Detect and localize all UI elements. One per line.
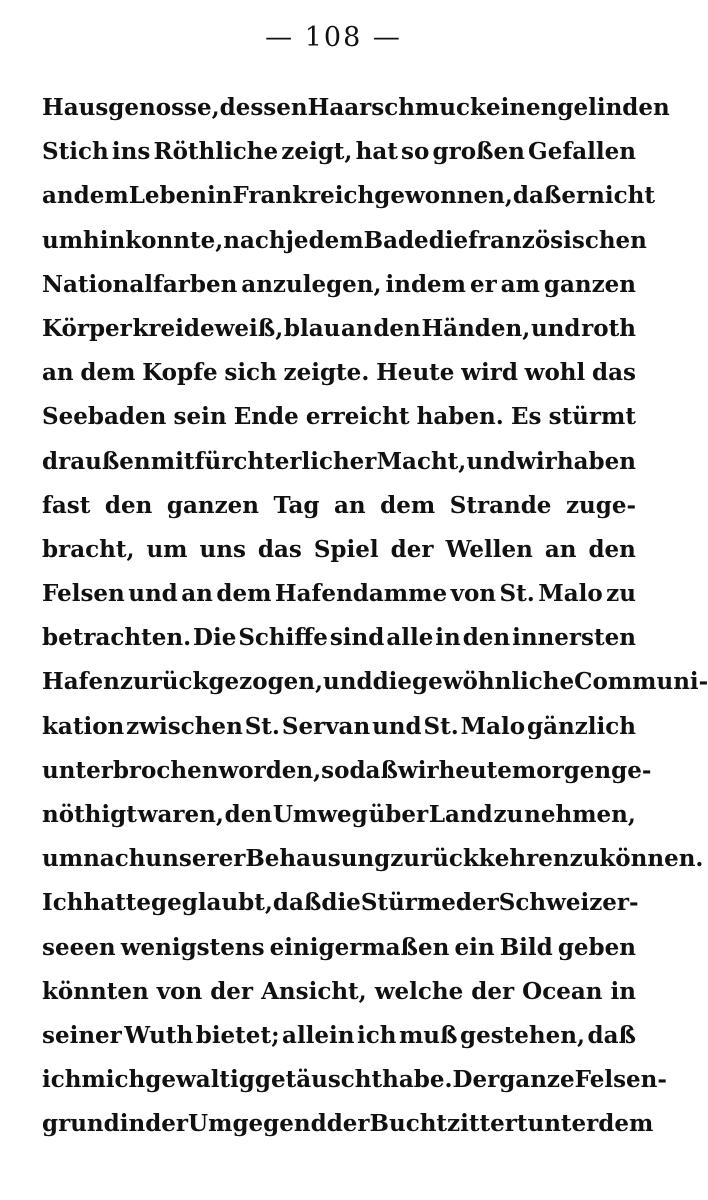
text-line — [42, 970, 636, 1014]
word: wir — [516, 447, 557, 475]
word: den — [373, 314, 421, 342]
word: und — [323, 668, 373, 696]
word: an — [42, 182, 74, 210]
word: uns — [199, 535, 246, 563]
text-line — [42, 307, 636, 351]
word: haben — [556, 447, 636, 475]
word: Bucht — [369, 1110, 448, 1138]
word: unter — [527, 1110, 599, 1138]
word: Schweizer- — [498, 889, 639, 917]
word: betrachten. — [42, 624, 192, 652]
word: Macht, — [376, 447, 467, 475]
word: in — [610, 977, 636, 1005]
word: zurückkehren — [390, 845, 570, 873]
word: der — [471, 977, 515, 1005]
word: die — [321, 889, 361, 917]
word: er — [469, 270, 497, 298]
word: einigermaßen — [269, 933, 450, 961]
text-line — [42, 351, 636, 395]
word: um — [146, 535, 188, 563]
word: an — [333, 491, 366, 519]
word: von — [450, 580, 497, 608]
word: dessen — [219, 94, 308, 121]
word: einen — [485, 94, 558, 121]
word: daß — [512, 182, 562, 210]
text-line — [42, 837, 704, 881]
word: ins — [111, 138, 151, 166]
word: zu — [493, 801, 524, 828]
word: mich — [81, 1066, 146, 1094]
word: der — [210, 977, 254, 1005]
word: Spiel — [313, 535, 379, 563]
word: bracht, — [42, 535, 135, 563]
word: nöthigt — [42, 801, 137, 828]
word: nach — [223, 226, 286, 254]
word: daß — [349, 756, 398, 784]
word: Hafen — [42, 668, 120, 696]
word: zwischen — [126, 712, 243, 740]
word: wohl — [524, 359, 586, 387]
word: Land — [428, 801, 493, 828]
word: St. — [423, 712, 459, 740]
word: ganzen — [543, 270, 636, 298]
word: und — [466, 447, 516, 475]
word: Nationalfarben — [42, 270, 238, 298]
word: Leben — [128, 182, 207, 210]
word: Behausung — [245, 845, 391, 873]
word: Ende — [233, 403, 299, 431]
text-line — [42, 926, 636, 970]
word: draußen — [42, 447, 151, 475]
word: Seebaden — [42, 403, 167, 431]
text-line — [42, 395, 636, 439]
word: daß — [587, 1021, 636, 1049]
page-number: — 108 — — [265, 22, 402, 53]
body-text — [42, 86, 708, 1147]
word: zurückgezogen, — [119, 668, 324, 696]
word: kation — [42, 712, 125, 740]
word: hat — [355, 138, 398, 166]
word: Stürme — [360, 889, 456, 917]
word: Communi- — [574, 668, 708, 696]
word: wird — [461, 359, 518, 387]
word: der — [455, 889, 499, 917]
word: St. — [244, 712, 280, 740]
word: der — [390, 535, 434, 563]
word: das — [592, 359, 636, 387]
word: die — [372, 668, 413, 696]
word: innersten — [512, 624, 636, 652]
word: um — [42, 845, 84, 873]
word: den — [462, 624, 511, 652]
word: Felsen- — [574, 1066, 667, 1094]
word: die — [428, 226, 469, 254]
word: fürchterlicher — [194, 447, 377, 475]
text-line — [42, 1014, 636, 1058]
word: konnte, — [125, 226, 224, 254]
text-line — [42, 130, 636, 174]
word: könnten — [42, 977, 149, 1005]
word: Malo — [460, 712, 526, 740]
word: seeen — [42, 933, 116, 961]
word: den — [588, 535, 636, 563]
word: und — [128, 580, 178, 608]
word: Wellen — [445, 535, 533, 563]
word: zu — [569, 845, 600, 873]
word: gewaltig — [145, 1066, 255, 1094]
word: grund — [42, 1110, 120, 1138]
word: unserer — [145, 845, 246, 873]
word: gewöhnliche — [412, 668, 575, 696]
word: französischen — [468, 226, 647, 254]
word: in — [435, 624, 461, 652]
word: nach — [83, 845, 146, 873]
text-line — [42, 705, 636, 749]
word: von — [156, 977, 203, 1005]
word: so — [401, 138, 430, 166]
word: dem — [598, 1110, 654, 1138]
word: zeigt, — [281, 138, 353, 166]
word: den — [224, 801, 273, 828]
text-line — [42, 174, 655, 218]
word: Händen, — [421, 314, 531, 342]
word: Stich — [42, 138, 109, 166]
word: zittert — [447, 1110, 528, 1138]
word: nicht — [588, 182, 655, 210]
word: St. — [499, 580, 535, 608]
text-line — [42, 219, 647, 263]
word: roth — [581, 314, 636, 342]
word: gänzlich — [526, 712, 636, 740]
word: Hausgenosse, — [42, 94, 220, 121]
word: wir — [397, 756, 439, 784]
text-line — [42, 1058, 667, 1102]
word: er — [561, 182, 589, 210]
word: können. — [599, 845, 704, 873]
word: hatte — [83, 889, 152, 917]
word: mit — [150, 447, 195, 475]
word: großen — [432, 138, 525, 166]
word: an — [42, 359, 74, 387]
text-line — [42, 1102, 654, 1146]
word: gelinden — [557, 94, 670, 121]
word: welche — [374, 977, 464, 1005]
word: Schiffe — [238, 624, 328, 652]
word: Servan — [281, 712, 371, 740]
word: Wuth — [124, 1021, 194, 1049]
word: dem — [216, 580, 272, 608]
word: sind — [329, 624, 385, 652]
word: an — [181, 580, 213, 608]
word: getäuscht — [254, 1066, 383, 1094]
word: blau — [283, 314, 341, 342]
word: worden, — [218, 756, 322, 784]
word: in — [119, 1110, 146, 1138]
word: am — [500, 270, 540, 298]
word: Frankreich — [232, 182, 375, 210]
word: ich — [357, 1021, 397, 1049]
text-line — [42, 440, 636, 484]
word: Felsen — [42, 580, 125, 608]
word: bietet; — [195, 1021, 280, 1049]
word: indem — [385, 270, 466, 298]
text-line — [42, 749, 652, 793]
text-line — [42, 660, 708, 704]
word: Umweg — [272, 801, 368, 828]
word: erreicht — [305, 403, 410, 431]
word: morgen — [511, 756, 612, 784]
word: nehmen, — [524, 801, 636, 828]
word: habe. — [382, 1066, 453, 1094]
word: zeigte. — [283, 359, 370, 387]
word: dem — [80, 359, 136, 387]
word: Hafendamme — [274, 580, 448, 608]
word: sein — [173, 403, 227, 431]
word: allein — [282, 1021, 355, 1049]
word: geglaubt, — [151, 889, 273, 917]
word: ich — [42, 1066, 82, 1094]
word: Umgegend — [188, 1110, 327, 1138]
text-line — [42, 572, 636, 616]
text-line — [42, 86, 670, 130]
word: und — [372, 712, 422, 740]
word: ge- — [611, 756, 652, 784]
word: Bild — [499, 933, 553, 961]
word: ganzen — [166, 491, 259, 519]
text-line — [42, 793, 636, 837]
text-line — [42, 528, 636, 572]
word: zuge- — [565, 491, 636, 519]
text-line — [42, 263, 636, 307]
word: gewonnen, — [374, 182, 513, 210]
word: fast — [42, 491, 91, 519]
word: Kopfe — [142, 359, 218, 387]
word: haben. — [416, 403, 504, 431]
word: den — [104, 491, 153, 519]
word: der — [145, 1110, 189, 1138]
word: gestehen, — [460, 1021, 586, 1049]
word: Strande — [449, 491, 552, 519]
word: seiner — [42, 1021, 122, 1049]
word: Tag — [273, 491, 320, 519]
text-line — [42, 616, 636, 660]
word: geben — [557, 933, 636, 961]
word: Der — [452, 1066, 500, 1094]
word: kreideweiß, — [132, 314, 284, 342]
word: zu — [606, 580, 636, 608]
word: Körper — [42, 314, 132, 342]
word: Es — [510, 403, 542, 431]
word: an — [341, 314, 373, 342]
word: in — [206, 182, 233, 210]
word: alle — [386, 624, 434, 652]
word: Röthliche — [153, 138, 279, 166]
word: Haarschmuck — [307, 94, 486, 121]
word: heute — [438, 756, 512, 784]
word: Heute — [376, 359, 455, 387]
word: jedem — [285, 226, 364, 254]
word: daß — [272, 889, 322, 917]
word: Bade — [363, 226, 429, 254]
word: unterbrochen — [42, 756, 219, 784]
word: so — [321, 756, 350, 784]
word: Die — [193, 624, 237, 652]
text-line — [42, 484, 636, 528]
word: und — [530, 314, 581, 342]
word: ganze — [499, 1066, 575, 1094]
word: an — [544, 535, 577, 563]
word: muß — [398, 1021, 458, 1049]
word: wenigstens — [120, 933, 265, 961]
word: waren, — [137, 801, 224, 828]
word: Malo — [538, 580, 603, 608]
word: das — [257, 535, 302, 563]
word: dem — [380, 491, 436, 519]
text-line — [42, 881, 639, 925]
word: anzulegen, — [241, 270, 382, 298]
word: dem — [73, 182, 129, 210]
word: Ich — [42, 889, 84, 917]
word: Gefallen — [528, 138, 636, 166]
word: über — [368, 801, 429, 828]
word: stürmt — [548, 403, 636, 431]
word: ein — [454, 933, 495, 961]
word: sich — [224, 359, 277, 387]
word: Ocean — [522, 977, 603, 1005]
word: Ansicht, — [261, 977, 367, 1005]
word: umhin — [42, 226, 126, 254]
word: der — [326, 1110, 370, 1138]
